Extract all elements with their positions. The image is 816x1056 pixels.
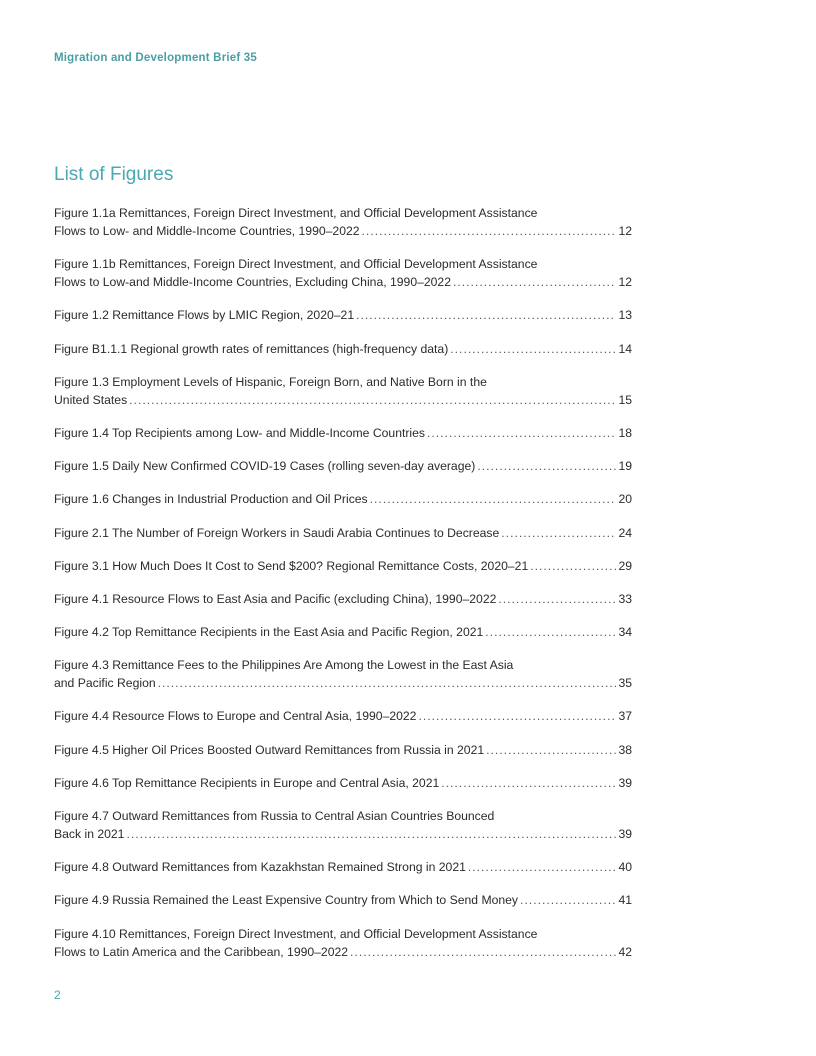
toc-entry-title-line: Figure 4.10 Remittances, Foreign Direct Investment, and Official Development Assistance bbox=[54, 926, 538, 941]
toc-entry-line bbox=[54, 825, 632, 843]
toc-entry-title: Figure 4.4 Resource Flows to Europe and Central Asia, 1990–2022 bbox=[54, 709, 417, 724]
toc-entry-title-line: Figure 1.1a Remittances, Foreign Direct Investment, and Official Development Assistance bbox=[54, 206, 538, 220]
toc-entry-line bbox=[54, 891, 632, 909]
toc-entry-line bbox=[54, 340, 632, 358]
toc-entry-title: Figure B1.1.1 Regional growth rates of remittances (high-frequency data) bbox=[54, 341, 449, 356]
toc-entry-line bbox=[54, 590, 632, 608]
toc-entry-page: 39 bbox=[618, 775, 632, 790]
dot-leader bbox=[441, 774, 616, 792]
toc-entry[interactable] bbox=[54, 204, 632, 240]
dot-leader bbox=[129, 391, 616, 409]
toc-entry[interactable] bbox=[54, 557, 632, 575]
toc-entry-line bbox=[54, 943, 632, 961]
toc-entry-title: Figure 1.2 Remittance Flows by LMIC Region, 2020–21 bbox=[54, 308, 355, 323]
toc-entry-line bbox=[54, 524, 632, 542]
toc-entry-line bbox=[54, 623, 632, 641]
toc-entry-title-line: Figure 1.3 Employment Levels of Hispanic, Foreign Born, and Native Born in the bbox=[54, 374, 487, 389]
toc-entry-line bbox=[54, 858, 632, 876]
toc-entry-line bbox=[54, 457, 632, 475]
dot-leader bbox=[356, 306, 616, 324]
toc-entry-title-line: Figure 1.1b Remittances, Foreign Direct Investment, and Official Development Assistance bbox=[54, 257, 538, 272]
toc-entry-title: Figure 4.8 Outward Remittances from Kazakhstan Remained Strong in 2021 bbox=[54, 860, 466, 875]
toc-entry[interactable] bbox=[54, 656, 632, 692]
toc-entry-page: 38 bbox=[618, 742, 632, 757]
toc-entry-line bbox=[54, 774, 632, 792]
toc-entry-line bbox=[54, 391, 632, 409]
toc-entry[interactable] bbox=[54, 306, 632, 324]
toc-entry[interactable] bbox=[54, 457, 632, 475]
toc-entry[interactable] bbox=[54, 707, 632, 725]
toc-entry[interactable] bbox=[54, 424, 632, 442]
toc-entry-title: Figure 2.1 The Number of Foreign Workers in Saudi Arabia Continues to Decrease bbox=[54, 525, 500, 540]
dot-leader bbox=[501, 524, 616, 542]
toc-entry-title: Flows to Low-and Middle-Income Countries, Excluding China, 1990–2022 bbox=[54, 275, 451, 290]
dot-leader bbox=[485, 623, 616, 641]
toc-entry[interactable] bbox=[54, 741, 632, 759]
toc-entry-page: 19 bbox=[618, 459, 632, 474]
toc-entry-title: Figure 1.4 Top Recipients among Low- and Middle-Income Countries bbox=[54, 425, 426, 440]
dot-leader bbox=[370, 490, 617, 508]
toc-entry-title: Flows to Latin America and the Caribbean, 1990–2022 bbox=[54, 944, 349, 959]
toc-entry-page: 13 bbox=[618, 308, 632, 323]
toc-entry[interactable] bbox=[54, 590, 632, 608]
toc-entry[interactable] bbox=[54, 524, 632, 542]
toc-entry-line bbox=[54, 741, 632, 759]
toc-entry-page: 14 bbox=[618, 341, 632, 356]
toc-entry-page: 40 bbox=[618, 860, 632, 875]
toc-entry-line bbox=[54, 557, 632, 575]
dot-leader bbox=[427, 424, 616, 442]
dot-leader bbox=[453, 273, 616, 291]
toc-entry-page: 39 bbox=[618, 827, 632, 841]
toc-entry-page: 34 bbox=[618, 625, 632, 640]
dot-leader bbox=[158, 674, 617, 692]
dot-leader bbox=[362, 222, 617, 240]
dot-leader bbox=[520, 891, 616, 909]
toc-entry-line bbox=[54, 306, 632, 324]
toc-entry-page: 24 bbox=[618, 525, 632, 540]
toc-entry[interactable] bbox=[54, 340, 632, 358]
dot-leader bbox=[468, 858, 617, 876]
toc-entry-title: Back in 2021 bbox=[54, 827, 125, 841]
dot-leader bbox=[530, 557, 616, 575]
dot-leader bbox=[418, 707, 616, 725]
toc-entry-title: Figure 4.9 Russia Remained the Least Expensive Country from Which to Send Money bbox=[54, 893, 519, 908]
toc-entry-line bbox=[54, 490, 632, 508]
toc-entry-line bbox=[54, 424, 632, 442]
dot-leader bbox=[498, 590, 616, 608]
running-head: Migration and Development Brief 35 bbox=[54, 52, 257, 64]
list-of-figures bbox=[54, 204, 632, 976]
toc-entry[interactable] bbox=[54, 774, 632, 792]
toc-entry[interactable] bbox=[54, 891, 632, 909]
toc-entry-page: 42 bbox=[618, 944, 632, 959]
toc-entry-title: Figure 4.6 Top Remittance Recipients in Europe and Central Asia, 2021 bbox=[54, 775, 440, 790]
dot-leader bbox=[477, 457, 616, 475]
toc-entry-page: 12 bbox=[618, 275, 632, 290]
toc-entry[interactable] bbox=[54, 490, 632, 508]
toc-entry-title: Figure 4.1 Resource Flows to East Asia and Pacific (excluding China), 1990–2022 bbox=[54, 591, 497, 606]
toc-entry-title: Figure 3.1 How Much Does It Cost to Send $200? Regional Remittance Costs, 2020–21 bbox=[54, 558, 529, 573]
toc-entry-title: and Pacific Region bbox=[54, 676, 156, 691]
toc-entry[interactable] bbox=[54, 925, 632, 961]
dot-leader bbox=[126, 825, 616, 843]
toc-entry-page: 12 bbox=[618, 224, 632, 238]
section-title: List of Figures bbox=[54, 164, 174, 185]
dot-leader bbox=[450, 340, 616, 358]
toc-entry-title-line: Figure 4.7 Outward Remittances from Russia to Central Asian Countries Bounced bbox=[54, 809, 495, 823]
dot-leader bbox=[350, 943, 616, 961]
toc-entry-line bbox=[54, 674, 632, 692]
toc-entry-page: 29 bbox=[618, 558, 632, 573]
toc-entry-title: Figure 1.5 Daily New Confirmed COVID-19 Cases (rolling seven-day average) bbox=[54, 459, 476, 474]
toc-entry-page: 33 bbox=[618, 591, 632, 606]
toc-entry-page: 15 bbox=[618, 392, 632, 407]
toc-entry-title: Figure 4.2 Top Remittance Recipients in the East Asia and Pacific Region, 2021 bbox=[54, 625, 484, 640]
toc-entry-line bbox=[54, 707, 632, 725]
toc-entry-title: Flows to Low- and Middle-Income Countries, 1990–2022 bbox=[54, 224, 360, 238]
toc-entry-title: Figure 1.6 Changes in Industrial Production and Oil Prices bbox=[54, 492, 368, 507]
toc-entry-title: United States bbox=[54, 392, 128, 407]
toc-entry-line bbox=[54, 222, 632, 240]
page-number: 2 bbox=[54, 988, 61, 1002]
toc-entry[interactable] bbox=[54, 807, 632, 843]
toc-entry-page: 37 bbox=[618, 709, 632, 724]
toc-entry-page: 20 bbox=[618, 492, 632, 507]
toc-entry[interactable] bbox=[54, 373, 632, 409]
toc-entry-title-line: Figure 4.3 Remittance Fees to the Philippines Are Among the Lowest in the East Asia bbox=[54, 658, 514, 673]
toc-entry[interactable] bbox=[54, 255, 632, 291]
toc-entry-page: 35 bbox=[618, 676, 632, 691]
toc-entry-page: 18 bbox=[618, 425, 632, 440]
toc-entry-line bbox=[54, 273, 632, 291]
toc-entry-title: Figure 4.5 Higher Oil Prices Boosted Outward Remittances from Russia in 2021 bbox=[54, 742, 485, 757]
toc-entry[interactable] bbox=[54, 623, 632, 641]
toc-entry[interactable] bbox=[54, 858, 632, 876]
dot-leader bbox=[486, 741, 616, 759]
toc-entry-page: 41 bbox=[618, 893, 632, 908]
